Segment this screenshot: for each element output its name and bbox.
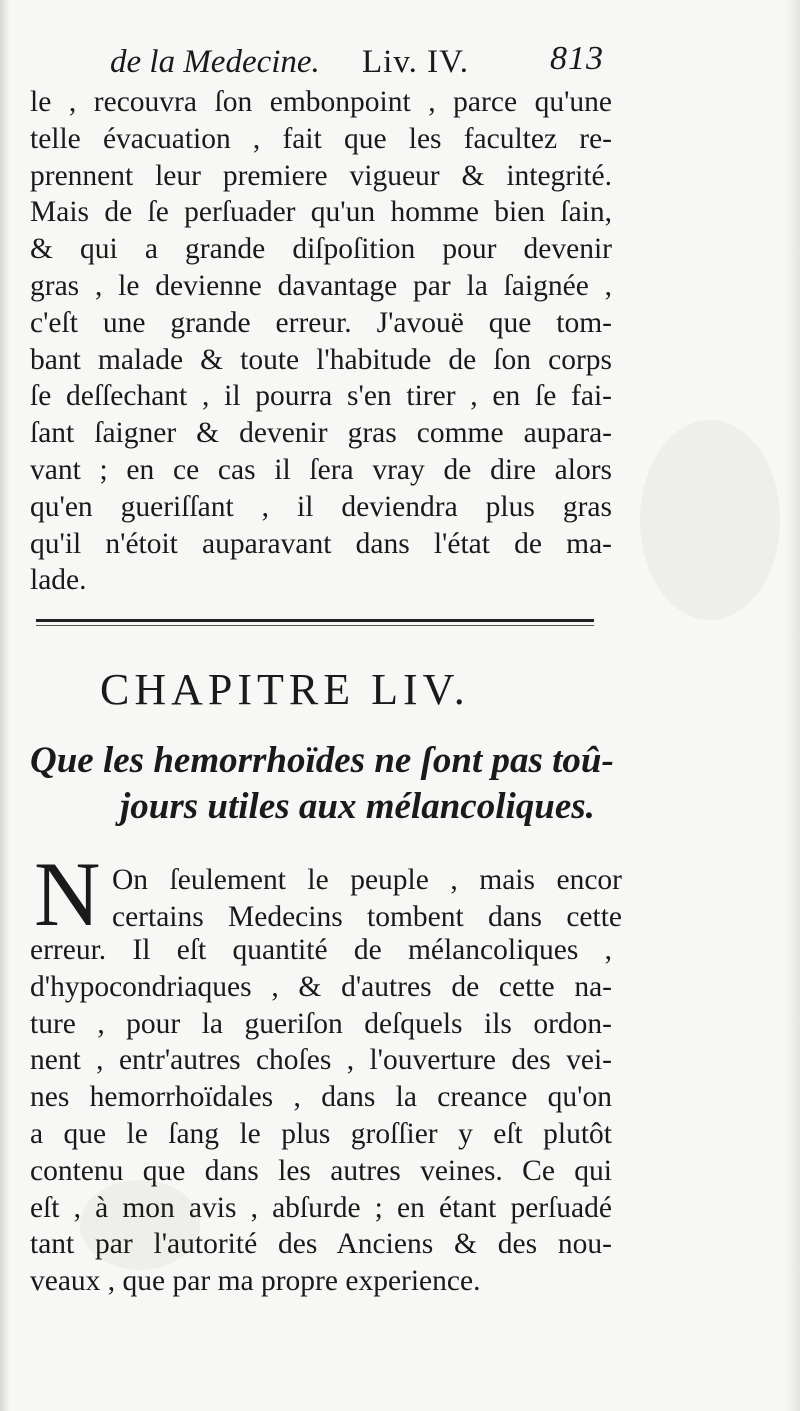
chapter-heading: CHAPITRE LIV. xyxy=(100,665,470,714)
chapter-paragraph xyxy=(30,932,612,1300)
page-number: 813 xyxy=(550,40,604,77)
text-line: eſt , à mon avis , abſurde ; en étant perſuadé xyxy=(30,1191,612,1224)
text-line: vant ; en ce cas il ſera vray de dire alors xyxy=(30,453,612,486)
chapter-subtitle xyxy=(30,738,620,830)
text-line: prennent leur premiere vigueur & integrité. xyxy=(30,159,612,192)
text-line: a que le ſang le plus groſſier y eſt plutôt xyxy=(30,1117,612,1150)
text-line: nent , entr'autres choſes , l'ouverture des vei- xyxy=(30,1044,612,1077)
text-line: bant malade & toute l'habitude de ſon corps xyxy=(30,343,612,376)
text-line: certains Medecins tombent dans cette xyxy=(112,900,622,933)
text-line: & qui a grande diſpoſition pour devenir xyxy=(30,233,612,266)
chapter-divider-rule xyxy=(36,619,594,622)
text-line: contenu que dans les autres veines. Ce qui xyxy=(30,1154,612,1187)
subtitle-line: jours utiles aux mélancoliques. xyxy=(120,786,595,827)
text-line: Mais de ſe perſuader qu'un homme bien ſain, xyxy=(30,196,612,229)
paragraph-opening xyxy=(112,862,622,936)
text-line: le , recouvra ſon embonpoint , parce qu'une xyxy=(30,86,612,118)
text-line: telle évacuation , fait que les facultez re- xyxy=(30,122,612,155)
text-line: ſant ſaigner & devenir gras comme aupara- xyxy=(30,417,612,450)
text-line: erreur. Il eſt quantité de mélancoliques , xyxy=(30,934,612,966)
text-line: ſe deſſechant , il pourra s'en tirer , en ſe fai- xyxy=(30,380,612,413)
text-line: qu'en gueriſſant , il deviendra plus gras xyxy=(30,490,612,523)
text-line: d'hypocondriaques , & d'autres de cette na- xyxy=(30,970,612,1003)
text-line: qu'il n'étoit auparavant dans l'état de ma- xyxy=(30,527,612,560)
text-line: ture , pour la gueriſon deſquels ils ordon- xyxy=(30,1007,612,1040)
text-line: tant par l'autorité des Anciens & des nou- xyxy=(30,1228,612,1261)
running-header xyxy=(110,40,630,90)
text-line: On ſeulement le peuple , mais encor xyxy=(112,864,622,896)
text-line: c'eſt une grande erreur. J'avouë que tom- xyxy=(30,306,612,339)
text-line: veaux , que par ma propre experience. xyxy=(30,1265,481,1298)
text-line: nes hemorrhoïdales , dans la creance qu'on xyxy=(30,1081,612,1114)
text-line: gras , le devienne davantage par la ſaignée , xyxy=(30,269,612,302)
book-number: Liv. IV. xyxy=(362,44,469,80)
paper-stain xyxy=(640,420,780,620)
subtitle-line: Que les hemorrhoïdes ne ſont pas toû- xyxy=(30,740,614,781)
continuation-paragraph xyxy=(30,84,612,599)
text-line: lade. xyxy=(30,564,87,597)
running-title: de la Medecine. xyxy=(110,44,320,80)
drop-cap: N xyxy=(34,843,101,945)
